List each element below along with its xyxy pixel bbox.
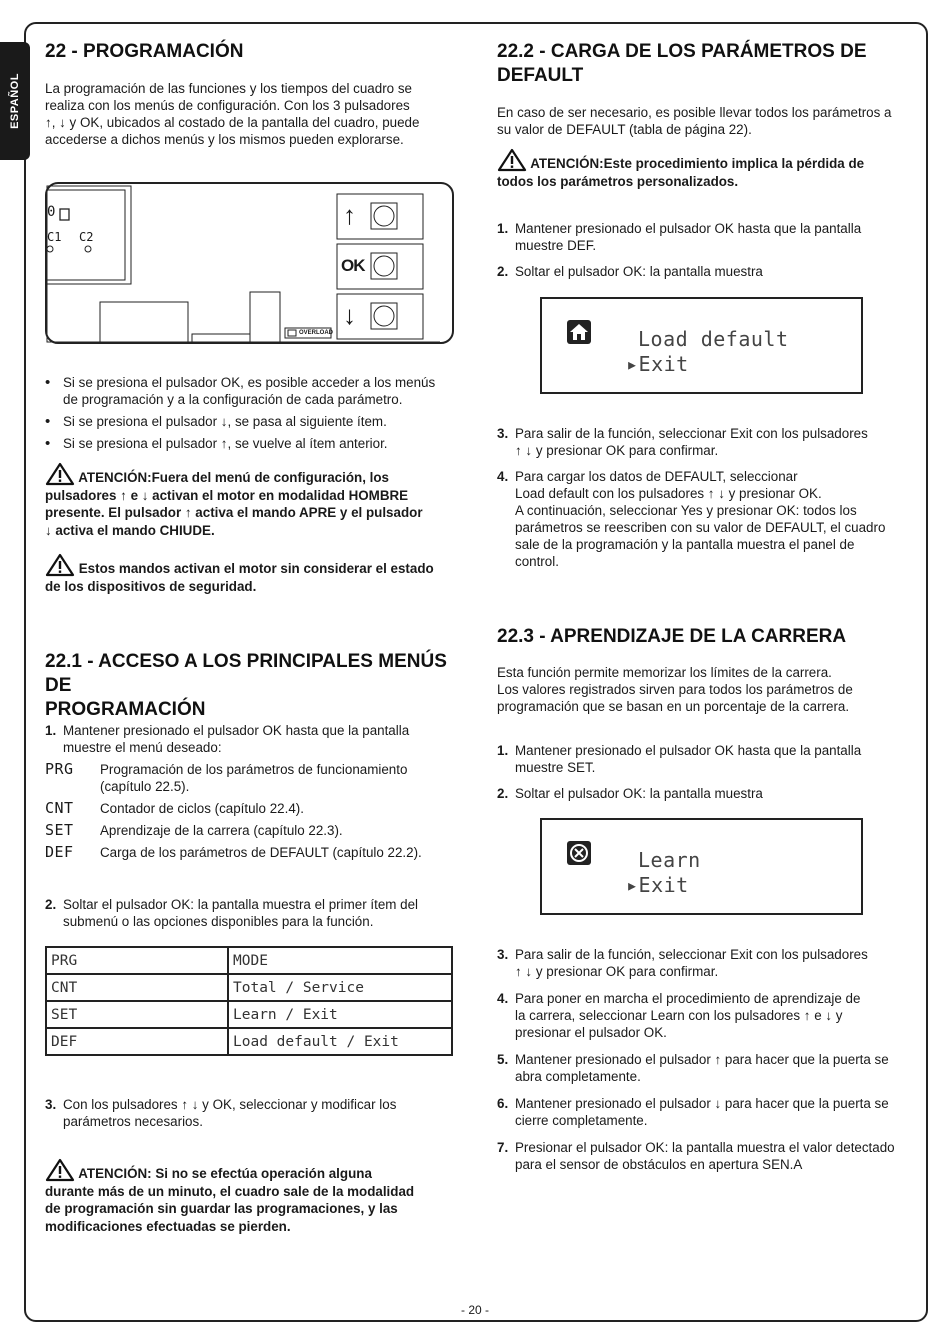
warning-parameter-loss: ATENCIÓN:Este procedimiento implica la pérdida de todos los parámetros personalizados. [497, 148, 909, 190]
overload-label: OVERLOAD [299, 330, 334, 336]
bullet-item: • Si se presiona el pulsador ↑, se vuelve al ítem anterior. [45, 435, 455, 452]
lcd-display-load-default [540, 297, 863, 394]
warning-safety-devices: Estos mandos activan el motor sin considerar el estado de los dispositivos de seguridad. [45, 553, 457, 595]
step-item: 4. Para poner en marcha el procedimiento de aprendizaje de la carrera, seleccionar Learn con los pulsadores ↑ e ↓ y presionar el pulsador OK. [497, 991, 861, 1040]
section-22-3-steps-a [497, 742, 907, 802]
language-tab-label: ESPAÑOL [9, 73, 21, 129]
lcd-line-2: ▸Exit [626, 873, 689, 897]
table-row: SET Learn / Exit [46, 1001, 452, 1028]
left-column [45, 40, 455, 148]
warning-manual-mode: ATENCIÓN:Fuera del menú de configuración, los pulsadores ↑ e ↓ activan el motor en modalidad HOMBRE presente. El pulsador ↑ activa el mando APRE y el pulsador ↓ activa el mando CHIUDE. [45, 462, 457, 539]
c2-label: C2 [79, 230, 94, 244]
intro-line: La programación de las funciones y los tiempos del cuadro se [45, 81, 412, 96]
step-item: 2. Soltar el pulsador OK: la pantalla muestra el primer ítem del submenú o las opciones disponibles para la función. [45, 897, 419, 929]
table-row: PRG MODE [46, 947, 452, 974]
ok-button-label[interactable]: OK [341, 256, 365, 275]
lcd-line-2: ▸Exit [626, 352, 689, 376]
warning-triangle-icon [497, 148, 527, 172]
warning-timeout: ATENCIÓN: Si no se efectúa operación alguna durante más de un minuto, el cuadro sale de la modalidad de programación sin guardar las programaciones, y las modificaciones efectuadas se pierden. [45, 1158, 457, 1235]
home-icon [564, 317, 594, 347]
table-row: CNT Total / Service [46, 974, 452, 1001]
menu-item-prg: PRG Programación de los parámetros de funcionamiento (capítulo 22.5). [45, 760, 408, 794]
section-22-3-intro: Esta función permite memorizar los límites de la carrera. Los valores registrados sirven para todos los parámetros de programación que se basan en un porcentaje de la carrera. [497, 665, 853, 714]
section-22-1-step-1 [45, 722, 455, 756]
section-22-title: 22 - PROGRAMACIÓN [45, 41, 244, 62]
button-bullets [45, 374, 455, 457]
step-item: 2. Soltar el pulsador OK: la pantalla muestra [497, 264, 763, 279]
section-22-3-title: 22.3 - APRENDIZAJE DE LA CARRERA [497, 626, 847, 647]
section-22-2-title: 22.2 - CARGA DE LOS PARÁMETROS DE DEFAULT [497, 41, 867, 86]
lcd-line-1: Learn [638, 848, 701, 872]
control-panel-drawing [45, 182, 454, 344]
intro-line: realiza con los menús de configuración. Con los 3 pulsadores [45, 98, 410, 113]
gate-learn-icon [564, 838, 594, 868]
language-tab [0, 42, 30, 160]
menu-item-def: DEF Carga de los parámetros de DEFAULT (capítulo 22.2). [45, 843, 422, 861]
section-22-2-intro: En caso de ser necesario, es posible llevar todos los parámetros a su valor de DEFAULT (tabla de página 22). [497, 105, 892, 137]
section-22-1-title: 22.1 - ACCESO A LOS PRINCIPALES MENÚS DE PROGRAMACIÓN [45, 651, 447, 720]
section-22-2-steps-a [497, 220, 907, 280]
lcd-line-1: Load default [638, 327, 789, 351]
step-item: 1. Mantener presionado el pulsador OK hasta que la pantalla muestre el menú deseado: [45, 723, 410, 755]
section-22-intro [45, 80, 455, 148]
menu-item-set: SET Aprendizaje de la carrera (capítulo 22.3). [45, 821, 343, 839]
table-row: DEF Load default / Exit [46, 1028, 452, 1055]
intro-line: accederse a dichos menús y los mismos pueden explorarse. [45, 132, 404, 147]
c1-label: C1 [47, 230, 62, 244]
section-22-2-steps-b [497, 425, 907, 570]
step-item: 3. Para salir de la función, seleccionar Exit con los pulsadores ↑ ↓ y presionar OK para confirmar. [497, 426, 868, 458]
up-arrow-icon[interactable]: ↑ [343, 200, 356, 230]
step-item: 3. Para salir de la función, seleccionar Exit con los pulsadores ↑ ↓ y presionar OK para confirmar. [497, 947, 868, 979]
bullet-item: • Si se presiona el pulsador ↓, se pasa al siguiente ítem. [45, 413, 455, 430]
led-label: 0 [47, 204, 56, 220]
step-item: 6. Mantener presionado el pulsador ↓ para hacer que la puerta se cierre completamente. [497, 1096, 889, 1128]
menu-list [45, 761, 455, 866]
page-number: - 20 - [460, 1303, 489, 1317]
warning-triangle-icon [45, 1158, 75, 1182]
down-arrow-icon[interactable]: ↓ [343, 300, 356, 330]
step-item: 1. Mantener presionado el pulsador OK hasta que la pantalla muestre SET. [497, 743, 862, 775]
step-item: 5. Mantener presionado el pulsador ↑ para hacer que la puerta se abra completamente. [497, 1052, 889, 1084]
step-item: 3. Con los pulsadores ↑ ↓ y OK, seleccionar y modificar los parámetros necesarios. [45, 1097, 397, 1129]
menu-item-cnt: CNT Contador de ciclos (capítulo 22.4). [45, 799, 304, 817]
lcd-display-learn [540, 818, 863, 915]
control-panel-illustration [45, 182, 454, 344]
section-22-1-step-3 [45, 1096, 455, 1130]
section-22-1-step-2 [45, 896, 455, 930]
step-item: 1. Mantener presionado el pulsador OK hasta que la pantalla muestre DEF. [497, 221, 862, 253]
warning-triangle-icon [45, 553, 75, 577]
warning-triangle-icon [45, 462, 75, 486]
step-item: 4. Para cargar los datos de DEFAULT, seleccionar Load default con los pulsadores ↑ ↓ y presionar OK. A continuación, seleccionar Yes y presionar OK: todos los parámetros se reescriben con su valor de DEFAULT, el cuadro sale de la programación y la pantalla muestra el panel de control. [497, 469, 886, 569]
section-22-3-steps-b [497, 946, 907, 1173]
step-item: 2. Soltar el pulsador OK: la pantalla muestra [497, 786, 763, 801]
submenu-table [45, 946, 453, 1056]
intro-line: ↑, ↓ y OK, ubicados al costado de la pantalla del cuadro, puede [45, 115, 420, 130]
step-item: 7. Presionar el pulsador OK: la pantalla muestra el valor detectado para el sensor de obstáculos en apertura SEN.A [497, 1140, 895, 1172]
bullet-item: • Si se presiona el pulsador OK, es posible acceder a los menús de programación y a la configuración de cada parámetro. [45, 374, 455, 408]
